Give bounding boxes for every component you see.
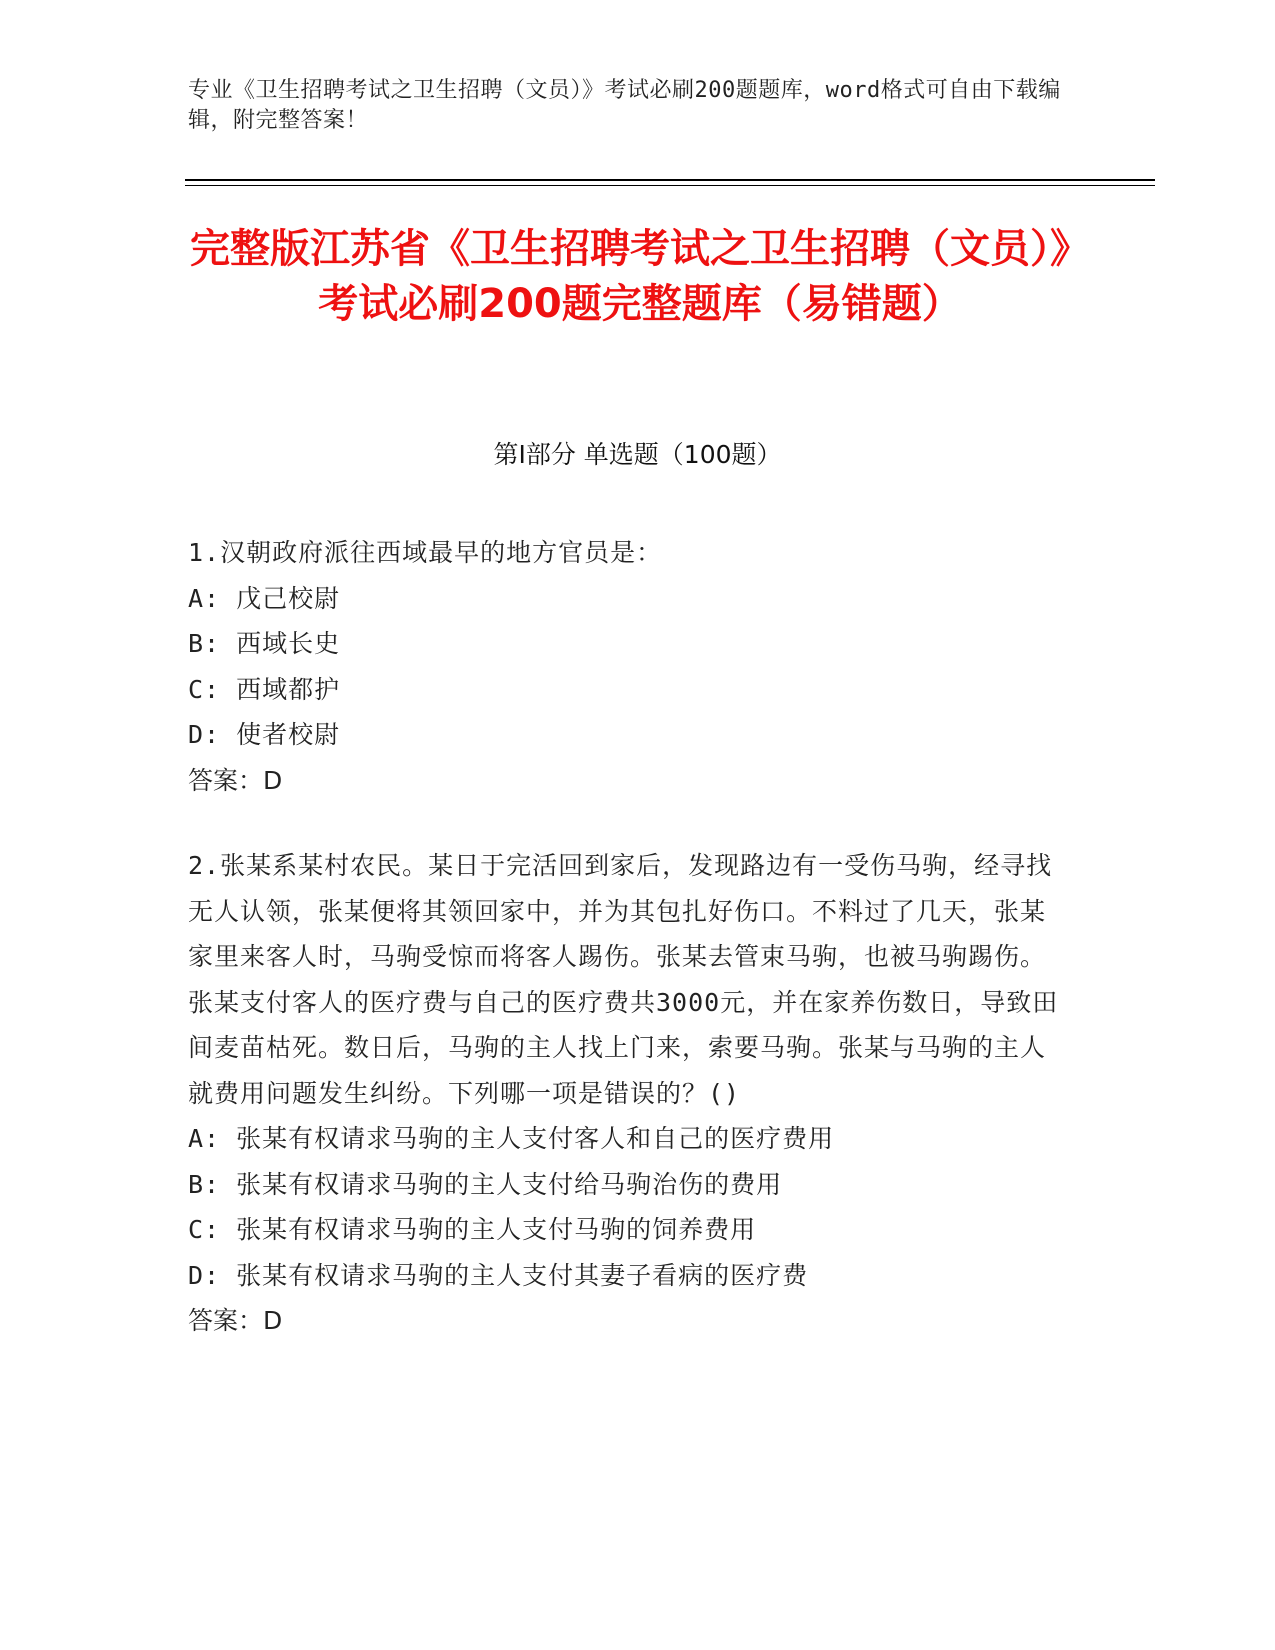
option-c: C: 张某有权请求马驹的主人支付马驹的饲养费用 [188, 1215, 757, 1244]
question-2 [188, 843, 1068, 1344]
question-1 [188, 530, 1068, 803]
answer-line: 答案：D [188, 765, 283, 795]
document-title: 完整版江苏省《卫生招聘考试之卫生招聘（文员）》考试必刷200题完整题库（易错题） [190, 226, 1090, 327]
header-divider-thin [185, 185, 1155, 186]
question-stem: 1.汉朝政府派往西域最早的地方官员是： [188, 538, 663, 567]
answer-line: 答案：D [188, 1306, 283, 1335]
option-b: B: 西域长史 [188, 629, 341, 658]
question-stem: 2.张某系某村农民。某日于完活回到家后，发现路边有一受伤马驹，经寻找无人认领，张某便将其领回家中，并为其包扎好伤口。不料过了几天，张某家里来客人时，马驹受惊而将客人踢伤。张某去管束马驹，也被马驹踢伤。张某支付客人的医疗费与自己的医疗费共3000元，并在家养伤数日，导致田间麦苗枯死。数日后，马驹的主人找上门来，索要马驹。张某与马驹的主人就费用问题发生纠纷。下列哪一项是错误的？() [188, 851, 1059, 1108]
option-c: C: 西域都护 [188, 674, 341, 704]
option-a: A: 张某有权请求马驹的主人支付客人和自己的医疗费用 [188, 1124, 835, 1153]
header-divider-thick [185, 179, 1155, 181]
section-heading: 第Ⅰ部分 单选题（100题） [493, 440, 782, 469]
option-d: D: 张某有权请求马驹的主人支付其妻子看病的医疗费 [188, 1260, 809, 1290]
option-d: D: 使者校尉 [188, 720, 341, 749]
option-a: A: 戊己校尉 [188, 583, 341, 613]
header-note: 专业《卫生招聘考试之卫生招聘（文员）》考试必刷200题题库，word格式可自由下载编辑，附完整答案！ [188, 78, 1061, 133]
option-b: B: 张某有权请求马驹的主人支付给马驹治伤的费用 [188, 1169, 783, 1199]
